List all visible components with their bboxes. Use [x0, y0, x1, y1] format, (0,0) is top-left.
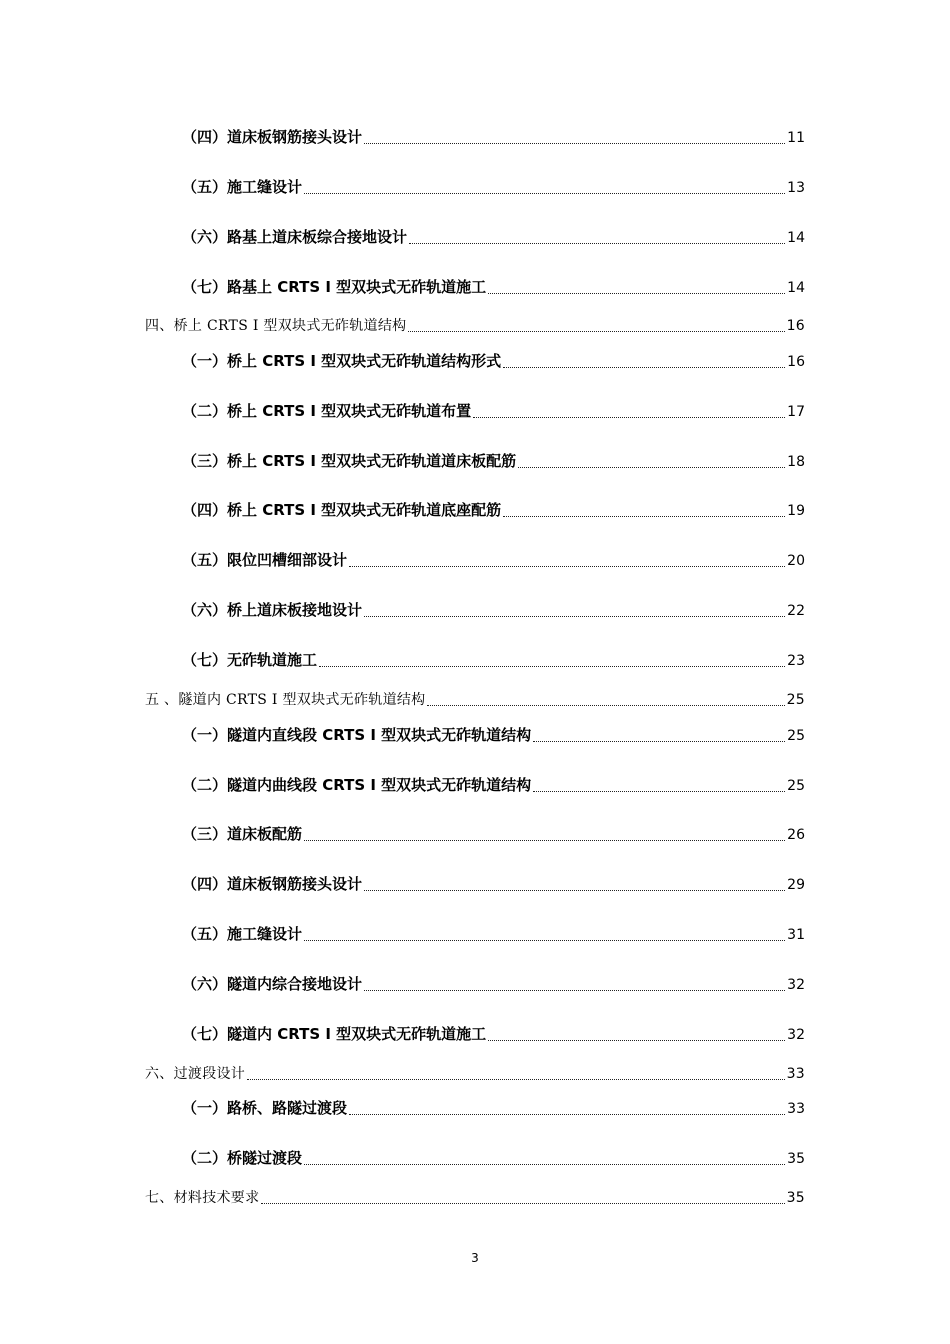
toc-entry-title: 五 、隧道内 CRTS I 型双块式无砟轨道结构 — [145, 692, 426, 708]
toc-dot-leader — [533, 790, 785, 792]
toc-entry-title: 四、桥上 CRTS I 型双块式无砟轨道结构 — [145, 318, 407, 334]
toc-section-entry[interactable] — [182, 1097, 805, 1118]
toc-section-entry[interactable] — [182, 649, 805, 670]
toc-entry-title: （一）路桥、路隧过渡段 — [182, 1099, 348, 1117]
toc-section-entry[interactable] — [182, 1023, 805, 1044]
toc-dot-leader — [364, 142, 785, 144]
toc-entry-title: （六）桥上道床板接地设计 — [182, 601, 363, 619]
toc-entry-title: （七）无砟轨道施工 — [182, 651, 318, 669]
toc-dot-leader — [319, 665, 785, 667]
toc-section-entry[interactable] — [182, 549, 805, 570]
toc-section-entry[interactable] — [182, 973, 805, 994]
toc-chapter-entry[interactable] — [145, 1187, 805, 1207]
toc-entry-title: （五）限位凹槽细部设计 — [182, 551, 348, 569]
toc-entry-page: 14 — [787, 230, 805, 246]
toc-entry-page: 13 — [787, 180, 805, 196]
toc-dot-leader — [503, 366, 785, 368]
toc-entry-page: 32 — [787, 1027, 805, 1043]
toc-chapter-entry[interactable] — [145, 1063, 805, 1083]
toc-dot-leader — [409, 242, 785, 244]
toc-entry-page: 14 — [787, 280, 805, 296]
toc-entry-page: 25 — [786, 692, 805, 708]
toc-entry-title: （四）桥上 CRTS I 型双块式无砟轨道底座配筋 — [182, 501, 502, 519]
toc-entry-title: （七）隧道内 CRTS I 型双块式无砟轨道施工 — [182, 1025, 487, 1043]
toc-section-entry[interactable] — [182, 1147, 805, 1168]
toc-dot-leader — [533, 740, 785, 742]
toc-entry-page: 33 — [787, 1101, 805, 1117]
toc-section-entry[interactable] — [182, 176, 805, 197]
toc-entry-page: 22 — [787, 603, 805, 619]
toc-entry-title: （五）施工缝设计 — [182, 178, 303, 196]
toc-entry-title: 七、材料技术要求 — [145, 1190, 260, 1206]
toc-dot-leader — [427, 704, 784, 706]
toc-section-entry[interactable] — [182, 724, 805, 745]
toc-section-entry[interactable] — [182, 823, 805, 844]
toc-entry-page: 18 — [787, 454, 805, 470]
toc-entry-title: （一）隧道内直线段 CRTS I 型双块式无砟轨道结构 — [182, 726, 532, 744]
toc-entry-title: （六）隧道内综合接地设计 — [182, 975, 363, 993]
toc-entry-title: （一）桥上 CRTS I 型双块式无砟轨道结构形式 — [182, 352, 502, 370]
toc-entry-page: 35 — [787, 1151, 805, 1167]
toc-dot-leader — [364, 989, 785, 991]
toc-section-entry[interactable] — [182, 450, 805, 471]
toc-section-entry[interactable] — [182, 923, 805, 944]
toc-entry-page: 25 — [787, 728, 805, 744]
toc-section-entry[interactable] — [182, 226, 805, 247]
toc-entry-title: （六）路基上道床板综合接地设计 — [182, 228, 408, 246]
toc-section-entry[interactable] — [182, 350, 805, 371]
toc-dot-leader — [473, 416, 785, 418]
toc-dot-leader — [518, 466, 785, 468]
toc-entry-page: 29 — [787, 877, 805, 893]
toc-chapter-entry[interactable] — [145, 689, 805, 709]
toc-dot-leader — [364, 615, 785, 617]
toc-entry-title: 六、过渡段设计 — [145, 1066, 246, 1082]
toc-dot-leader — [304, 192, 785, 194]
toc-entry-page: 32 — [787, 977, 805, 993]
toc-dot-leader — [503, 515, 785, 517]
toc-entry-page: 31 — [787, 927, 805, 943]
toc-dot-leader — [349, 565, 785, 567]
toc-entry-page: 19 — [787, 503, 805, 519]
toc-entry-page: 17 — [787, 404, 805, 420]
toc-entry-page: 35 — [786, 1190, 805, 1206]
toc-entry-title: （三）桥上 CRTS I 型双块式无砟轨道道床板配筋 — [182, 452, 517, 470]
toc-dot-leader — [304, 1163, 785, 1165]
toc-entry-title: （四）道床板钢筋接头设计 — [182, 128, 363, 146]
toc-entry-title: （五）施工缝设计 — [182, 925, 303, 943]
toc-section-entry[interactable] — [182, 499, 805, 520]
toc-section-entry[interactable] — [182, 599, 805, 620]
page-number: 3 — [471, 1251, 479, 1265]
toc-entry-title: （三）道床板配筋 — [182, 825, 303, 843]
toc-section-entry[interactable] — [182, 276, 805, 297]
toc-entry-page: 25 — [787, 778, 805, 794]
toc-entry-title: （七）路基上 CRTS I 型双块式无砟轨道施工 — [182, 278, 487, 296]
toc-entry-page: 11 — [787, 130, 805, 146]
toc-entry-page: 16 — [786, 318, 805, 334]
toc-entry-page: 33 — [786, 1066, 805, 1082]
toc-dot-leader — [364, 889, 785, 891]
toc-entry-page: 23 — [787, 653, 805, 669]
toc-entry-title: （四）道床板钢筋接头设计 — [182, 875, 363, 893]
toc-dot-leader — [247, 1078, 784, 1080]
toc-dot-leader — [261, 1202, 784, 1204]
toc-dot-leader — [488, 292, 785, 294]
toc-dot-leader — [349, 1113, 785, 1115]
toc-dot-leader — [488, 1039, 785, 1041]
toc-dot-leader — [304, 839, 785, 841]
toc-section-entry[interactable] — [182, 400, 805, 421]
toc-entry-title: （二）桥隧过渡段 — [182, 1149, 303, 1167]
toc-entry-title: （二）隧道内曲线段 CRTS I 型双块式无砟轨道结构 — [182, 776, 532, 794]
toc-entry-title: （二）桥上 CRTS I 型双块式无砟轨道布置 — [182, 402, 472, 420]
toc-entry-page: 26 — [787, 827, 805, 843]
toc-section-entry[interactable] — [182, 873, 805, 894]
toc-dot-leader — [304, 939, 785, 941]
toc-entry-page: 16 — [787, 354, 805, 370]
toc-dot-leader — [408, 330, 784, 332]
toc-entry-page: 20 — [787, 553, 805, 569]
toc-chapter-entry[interactable] — [145, 315, 805, 335]
toc-section-entry[interactable] — [182, 774, 805, 795]
toc-section-entry[interactable] — [182, 126, 805, 147]
